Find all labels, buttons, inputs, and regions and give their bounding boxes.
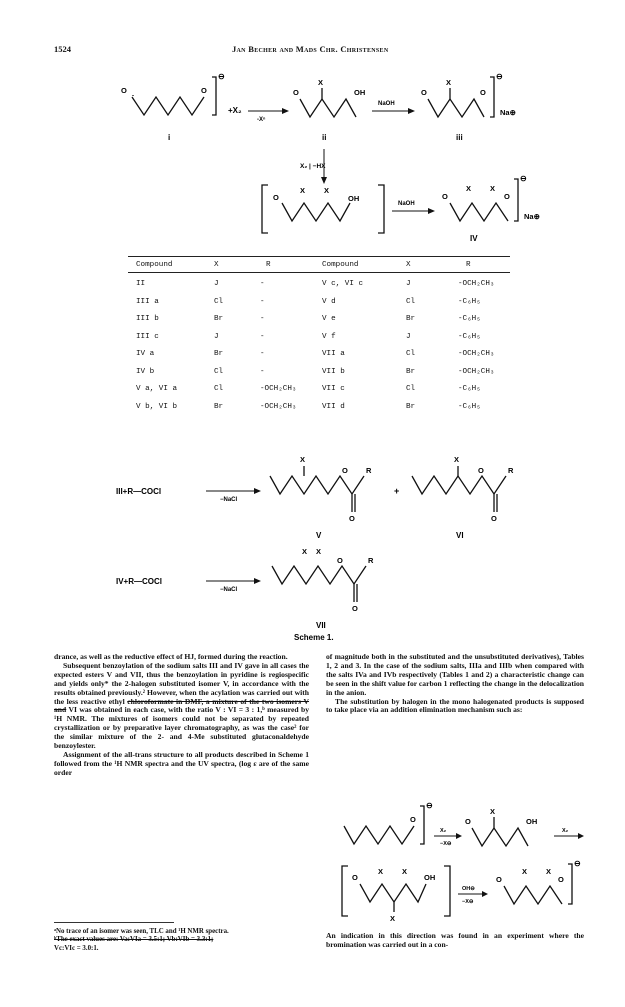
table-cell-x-1: J <box>214 332 219 341</box>
table-cell-r-2: -OCH₂CH₃ <box>458 280 495 288</box>
footnotes <box>54 928 312 953</box>
compound-iv-oxygen-right: O <box>504 192 510 201</box>
table-header-x-2: X <box>406 261 411 269</box>
left-paragraph-3: Assignment of the all-trans structure to all products described in Scheme 1 followed from the ¹H NMR spectra and the UV spectra, (log ε are of the same order <box>54 749 309 777</box>
mechanism-halohydrin-x: X <box>490 807 496 816</box>
table-cell-r-2: -C₆H₅ <box>458 315 481 323</box>
compound-ii-x: X <box>318 78 324 87</box>
table-cell-compound-2: V c, VI c <box>322 280 364 288</box>
table-cell-compound-2: V f <box>322 332 336 341</box>
compound-iv-x1: X <box>466 184 472 193</box>
compound-i-label: i <box>168 133 171 142</box>
arrow-1-condition: -Xⁿ <box>257 117 266 123</box>
table-cell-x-1: J <box>214 280 219 288</box>
mechanism-arrow-3-reagent: OH⊖ <box>462 886 475 892</box>
table-cell-compound-1: V a, VI a <box>136 385 178 393</box>
reaction-arrow-vii <box>206 578 261 593</box>
table-cell-r-2: -C₆H₅ <box>458 402 481 411</box>
footnote-b-rest: Vc:VIc = 3.0:1. <box>54 944 99 952</box>
mechanism-scheme <box>326 798 596 924</box>
plus-sign: + <box>394 486 400 496</box>
right-paragraph-3: An indication in this direction was found in an experiment where the bromination was carried out in a con- <box>326 931 584 949</box>
mechanism-product-x1: X <box>522 867 528 876</box>
table-cell-x-2: Cl <box>406 385 416 393</box>
table-cell-compound-2: VII a <box>322 350 345 358</box>
table-cell-x-2: Cl <box>406 297 416 306</box>
mechanism-intermediate-oh: OH <box>424 873 436 882</box>
table-header-compound-1: Compound <box>136 261 173 269</box>
left-paragraph-1: drance, as well as the reductive effect of HJ, formed during the reaction. <box>54 652 288 661</box>
compound-vii-oxygen: O <box>337 556 343 565</box>
compound-ii-label: ii <box>322 133 327 142</box>
mechanism-arrow-2 <box>554 828 584 839</box>
table-row <box>128 298 510 310</box>
mechanism-intermediate-x1: X <box>378 867 384 876</box>
scheme-caption: Scheme 1. <box>294 633 334 642</box>
right-text-column <box>326 653 584 715</box>
table-cell-x-2: Cl <box>406 350 416 358</box>
compound-vii-structure <box>272 547 374 630</box>
compound-v-structure <box>270 455 372 540</box>
table-cell-r-1: - <box>260 280 265 288</box>
running-head-authors: Jan Becher and Mads Chr. Christensen <box>232 44 389 54</box>
table-row <box>128 350 510 362</box>
compound-vii-label: VII <box>316 621 326 630</box>
arrow-2-reagent: NaOH <box>378 101 395 107</box>
compound-iv-oxygen: O <box>442 192 448 201</box>
compound-i-structure <box>121 72 242 142</box>
table-cell-r-1: -OCH₂CH₃ <box>260 402 297 411</box>
mechanism-arrow-1-loss: −X⊖ <box>440 841 452 847</box>
table-cell-x-1: Cl <box>214 385 224 393</box>
dihalide-intermediate-structure <box>262 185 384 233</box>
compound-iii-label: iii <box>456 133 463 142</box>
compound-iii-structure <box>421 72 517 142</box>
right-paragraph-1: of magnitude both in the substituted and the unsubstituted derivatives), Tables 1, 2 and 3. In the case of the sodium salts, IIIa and IIIb when compared with the salts IVa and IVb respectively (Tables 1 and 2) a characteristic change can be seen in the shift value for carbon 1 reflecting the change in the delocalization in the anion. <box>326 652 584 697</box>
table-cell-r-2: -C₆H₅ <box>458 297 481 306</box>
compound-i-oxygen-right: O <box>201 86 207 95</box>
table-cell-compound-1: III c <box>136 332 159 341</box>
mechanism-halohydrin-oh: OH <box>526 817 538 826</box>
vertical-arrow-condition: X₂ | −HX <box>300 163 326 170</box>
dihalide-x2: X <box>324 186 330 195</box>
mechanism-product-x2: X <box>546 867 552 876</box>
compound-i-oxygen: O <box>121 86 127 95</box>
charge-symbol: ⊖ <box>218 72 225 81</box>
charge-symbol: ⊖ <box>496 72 503 81</box>
table-cell-r-1: - <box>260 350 265 358</box>
mechanism-product-oxygen: O <box>496 875 502 884</box>
dihalide-oh: OH <box>348 194 360 203</box>
footnote-b-struck: ᵇThe exact values are: Va:VIa = 3.5:1; Vb:VIb = 3.3:1; <box>54 936 214 944</box>
footnote-rule <box>54 922 174 923</box>
table-cell-r-2: -OCH₂CH₃ <box>458 367 495 376</box>
compound-v-x: X <box>300 455 306 464</box>
right-paragraph-2: The substitution by halogen in the mono halogenated products is supposed to take place via an addition elimination mechanism such as: <box>326 696 584 715</box>
compound-vii-x1: X <box>302 547 308 556</box>
compound-v-r: R <box>366 466 372 475</box>
mechanism-product-oxygen-right: O <box>558 875 564 884</box>
table-row <box>128 280 510 292</box>
table-cell-r-1: - <box>260 367 265 376</box>
table-header-x-1: X <box>214 261 219 269</box>
table-header-r-2: R <box>466 261 471 269</box>
table-cell-compound-1: III b <box>136 315 159 323</box>
compound-vi-x: X <box>454 455 460 464</box>
compound-iv-sodium: Na⊕ <box>524 212 540 221</box>
page-number: 1524 <box>54 44 71 54</box>
plus-x2-label: +X₂ <box>228 106 242 115</box>
reaction-scheme-top <box>0 55 625 255</box>
table-cell-compound-2: V d <box>322 297 336 306</box>
arrow-v-condition: −NaCl <box>220 497 238 503</box>
left-paragraph-2-text-a: Subsequent benzoylation of the sodium salts III and IV gave in all cases the expected esters V and VII, thus the benzoylation in pyridine is regiospecific and yields only* the 2-halogen substituted isomer V, in accordance with the results obtained previously.² However, when the acylation was carried out with the less reactive ethyl <box>54 660 309 706</box>
mechanism-arrow-2-reagent: X₂ <box>562 828 569 834</box>
arrow-3-reagent: NaOH <box>398 201 415 207</box>
table-cell-r-2: -OCH₂CH₃ <box>458 350 495 358</box>
compound-vi-oxygen: O <box>478 466 484 475</box>
compound-table <box>128 256 510 421</box>
table-cell-x-2: J <box>406 332 411 341</box>
table-row <box>128 385 510 397</box>
arrow-vii-condition: −NaCl <box>220 587 238 593</box>
mechanism-anion-oxygen: O <box>410 815 416 824</box>
table-header-r-1: R <box>266 261 271 269</box>
compound-ii-oh: OH <box>354 88 366 97</box>
table-cell-x-1: Cl <box>214 367 224 376</box>
table-row <box>128 315 510 327</box>
compound-iv-label: IV <box>470 234 478 243</box>
charge-symbol: ⊖ <box>574 859 581 868</box>
table-cell-r-2: -C₆H₅ <box>458 332 481 341</box>
reaction-v-reactants: III+R—COCl <box>116 487 162 496</box>
compound-iii-oxygen-right: O <box>480 88 486 97</box>
mechanism-arrow-1 <box>434 828 462 847</box>
table-cell-compound-1: III a <box>136 297 159 306</box>
table-row <box>128 368 510 380</box>
compound-iii-x: X <box>446 78 452 87</box>
left-paragraph-2-text-b: VI was obtained in each case, with the ratio V : VI = 3 : 1,ᵇ measured by ¹H NMR. The mixtures of isomers could not be separated by repeated crystallization or by preparative layer chromatography, as was the case² for the similar mixture of the 2- and 4-Me substituted glutaconaldehyde benzoylester. <box>54 705 309 751</box>
mechanism-halohydrin-oxygen: O <box>465 817 471 826</box>
mechanism-product <box>496 859 581 904</box>
mechanism-anion <box>344 801 433 844</box>
table-cell-compound-2: VII d <box>322 402 345 411</box>
table-cell-x-1: Cl <box>214 297 224 306</box>
table-cell-x-1: Br <box>214 402 224 411</box>
dihalide-oxygen: O <box>273 193 279 202</box>
table-header-row <box>128 257 510 272</box>
compound-iii-sodium: Na⊕ <box>500 108 516 117</box>
mechanism-intermediate-x3: X <box>390 914 396 923</box>
table-cell-compound-2: VII c <box>322 385 345 393</box>
mechanism-intermediate-x2: X <box>402 867 408 876</box>
compound-ii-structure <box>293 78 365 142</box>
compound-v-oxygen: O <box>342 466 348 475</box>
table-header-compound-2: Compound <box>322 261 359 269</box>
mechanism-bracketed-intermediate <box>342 866 450 923</box>
table-cell-r-1: - <box>260 332 265 341</box>
dihalide-x1: X <box>300 186 306 195</box>
compound-vii-x2: X <box>316 547 322 556</box>
mechanism-halohydrin <box>465 807 537 846</box>
right-text-column-bottom <box>326 932 584 950</box>
table-row <box>128 333 510 345</box>
table-cell-compound-1: V b, VI b <box>136 402 178 411</box>
compound-vi-carbonyl-oxygen: O <box>491 514 497 523</box>
compound-vi-label: VI <box>456 531 464 540</box>
footnote-a: ᵃNo trace of an isomer was seen, TLC and ¹H NMR spectra. <box>54 928 229 935</box>
left-paragraph-2 <box>54 662 309 751</box>
table-cell-x-1: Br <box>214 315 224 323</box>
compound-iv-structure <box>442 174 541 243</box>
table-cell-x-1: Br <box>214 350 224 358</box>
reaction-arrow-3 <box>392 201 435 214</box>
reaction-arrow-vertical <box>300 149 327 184</box>
table-cell-compound-2: V e <box>322 315 336 323</box>
compound-vi-r: R <box>508 466 514 475</box>
table-cell-x-2: Br <box>406 402 416 411</box>
table-cell-r-2: -C₆H₅ <box>458 385 481 393</box>
reaction-arrow-1 <box>248 108 289 123</box>
mechanism-arrow-1-reagent: X₂ <box>440 828 447 834</box>
charge-symbol: ⊖ <box>426 801 433 810</box>
reaction-arrow-2 <box>372 101 415 114</box>
table-body <box>128 273 510 421</box>
table-cell-compound-1: IV b <box>136 367 155 376</box>
compound-vi-structure <box>412 455 514 540</box>
table-cell-x-2: Br <box>406 367 416 376</box>
table-cell-x-2: Br <box>406 315 416 323</box>
compound-vii-carbonyl-oxygen: O <box>352 604 358 613</box>
table-cell-r-1: -OCH₂CH₃ <box>260 385 297 393</box>
table-cell-r-1: - <box>260 297 265 306</box>
compound-v-carbonyl-oxygen: O <box>349 514 355 523</box>
table-cell-compound-2: VII b <box>322 367 345 376</box>
compound-v-label: V <box>316 531 322 540</box>
compound-iii-oxygen: O <box>421 88 427 97</box>
reaction-scheme-middle <box>0 440 625 645</box>
mechanism-intermediate-oxygen: O <box>352 873 358 882</box>
reaction-vii-reactants: IV+R—COCl <box>116 577 163 586</box>
mechanism-arrow-3 <box>458 886 488 905</box>
left-text-column <box>54 653 309 778</box>
mechanism-arrow-3-loss: −X⊖ <box>462 899 474 905</box>
footnote-b <box>54 936 312 944</box>
left-paragraph-2-struck-text: chloroformate in DMF, a mixture of the two isomers V and <box>54 696 310 715</box>
charge-symbol: ⊖ <box>520 174 527 183</box>
table-cell-x-2: J <box>406 280 411 288</box>
table-cell-compound-1: IV a <box>136 350 155 358</box>
reaction-arrow-v <box>206 488 261 503</box>
compound-ii-oxygen: O <box>293 88 299 97</box>
compound-vii-r: R <box>368 556 374 565</box>
table-row <box>128 403 510 415</box>
compound-iv-x2: X <box>490 184 496 193</box>
table-cell-compound-1: II <box>136 280 146 288</box>
table-cell-r-1: - <box>260 315 265 323</box>
